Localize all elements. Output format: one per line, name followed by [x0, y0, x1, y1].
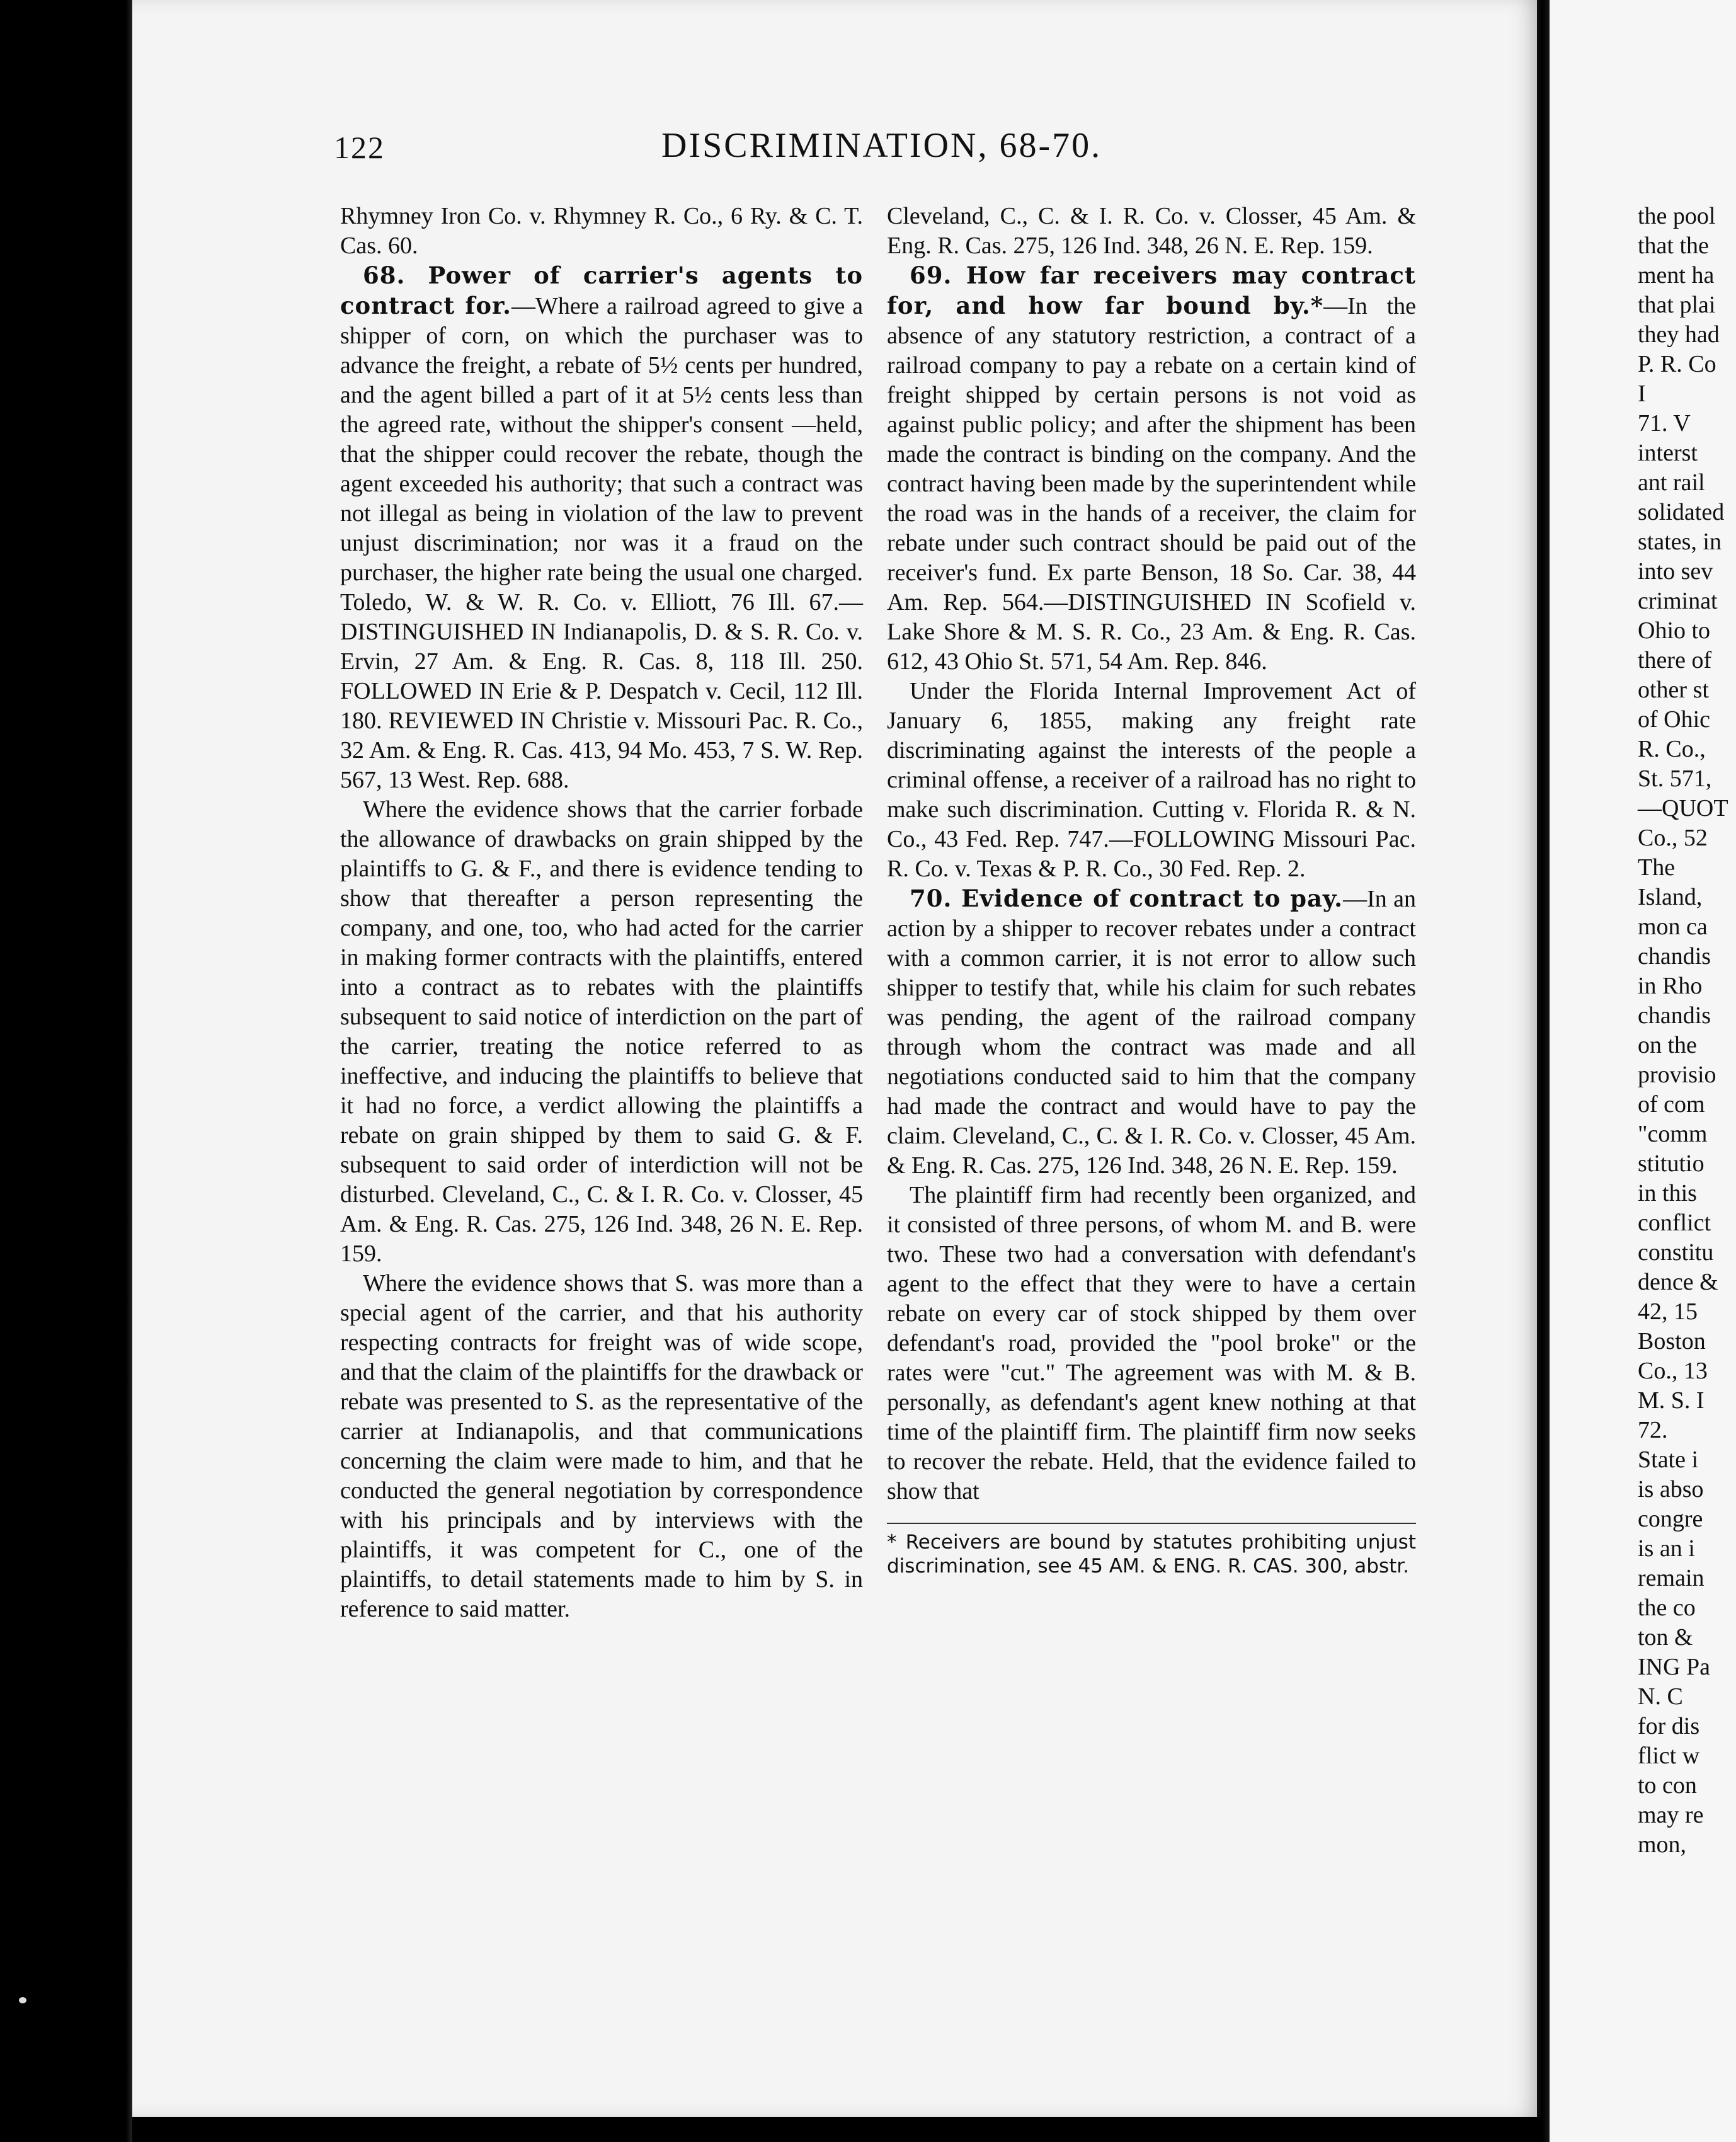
facing-page-line: N. C: [1638, 1683, 1683, 1710]
scan-speck: [19, 1997, 26, 2003]
facing-page-line: solidated: [1638, 499, 1725, 525]
facing-page-line: in Rho: [1638, 973, 1703, 999]
section-70-paragraph: [887, 884, 1416, 1181]
facing-page-line: provisio: [1638, 1062, 1716, 1088]
carryover-citation: Rhymney Iron Co. v. Rhymney R. Co., 6 Ry. & C. T. Cas. 60.: [340, 203, 863, 259]
section-70-title: 70. Evidence of contract to pay.: [910, 885, 1344, 912]
section-69-text: —In the absence of any statutory restriction, a contract of a railroad company to pay a rebate on a certain kind of freight shipped by certain persons is not void as against public policy; and after the shipment has been made the contract is binding on the company. And the contract having been made by the superintendent while the road was in the hands of a receiver, the claim for rebate under such contract should be paid out of the receiver's fund. Ex parte Benson, 18 So. Car. 38, 44 Am. Rep. 564.—DISTINGUISHED IN Scofield v. Lake Shore & M. S. R. Co., 23 Am. & Eng. R. Cas. 612, 43 Ohio St. 571, 54 Am. Rep. 846.: [887, 293, 1416, 675]
section-69-title: 69. How far receivers may contract for, and how far bound by.*: [887, 261, 1416, 319]
facing-page-line: ton &: [1638, 1624, 1693, 1651]
facing-page-line: ant rail: [1638, 469, 1705, 496]
facing-page-line: that the: [1638, 232, 1709, 259]
facing-page-line: criminat: [1638, 588, 1718, 614]
facing-page-line: for dis: [1638, 1713, 1700, 1739]
section-69-paragraph: [887, 261, 1416, 677]
facing-page-line: Co., 52: [1638, 825, 1708, 851]
facing-page-line: 42, 15: [1638, 1298, 1698, 1325]
facing-page-line: I: [1638, 381, 1646, 407]
scan-left-edge: [0, 0, 145, 2142]
facing-page-line: states, in: [1638, 529, 1722, 555]
facing-page-line: mon ca: [1638, 914, 1708, 940]
facing-page-line: ING Pa: [1638, 1654, 1711, 1680]
facing-page-line: dence &: [1638, 1269, 1718, 1295]
facing-page-line: chandis: [1638, 943, 1711, 970]
facing-page-line: St. 571,: [1638, 765, 1712, 792]
section-68-paragraph-2: Where the evidence shows that the carrier forbade the allowance of drawbacks on grain shipped by the plaintiffs to G. & F., and there is evidence tending to show that thereafter a person representing the company, and one, too, who had acted for the carrier in making former contracts with the plaintiffs, entered into a contract as to rebates with the plaintiffs subsequent to said notice of interdiction on the part of the carrier, treating the notice referred to as ineffective, and inducing the plaintiffs to believe that it had no force, a verdict allowing the plaintiffs a rebate on grain shipped by them to said G. & F. subsequent to said order of interdiction will not be disturbed. Cleveland, C., C. & I. R. Co. v. Closser, 45 Am. & Eng. R. Cas. 275, 126 Ind. 348, 26 N. E. Rep. 159.: [340, 796, 863, 1267]
facing-page-line: The: [1638, 854, 1676, 881]
facing-page-line: ment ha: [1638, 262, 1715, 289]
section-68-paragraph: [340, 261, 863, 795]
facing-page-line: Ohio to: [1638, 617, 1711, 644]
facing-page-line: there of: [1638, 647, 1712, 673]
facing-page-line: is an i: [1638, 1535, 1695, 1562]
running-head: DISCRIMINATION, 68-70.: [661, 126, 1102, 165]
middle-column: [887, 202, 1416, 1578]
facing-page-line: conflict: [1638, 1210, 1711, 1236]
facing-page-line: they had: [1638, 321, 1720, 348]
page-header: [334, 126, 1531, 167]
facing-page-line: State i: [1638, 1446, 1699, 1473]
section-68-paragraph-3: Where the evidence shows that S. was more than a special agent of the carrier, and that his authority respecting contracts for freight was of wide scope, and that the claim of the plaintiffs for the drawback or rebate was presented to S. as the representative of the carrier at Indianapolis, and that communications concerning the claim were made to him, and that he conducted the general negotiation by correspondence with his principals and by interviews with the plaintiffs, it was competent for C., one of the plaintiffs, to detail statements made to him by S. in reference to said matter.: [340, 1270, 863, 1622]
facing-page-line: into sev: [1638, 558, 1713, 585]
facing-page-line: 72.: [1638, 1417, 1668, 1443]
facing-page-line: is abso: [1638, 1476, 1704, 1503]
facing-page-line: P. R. Co: [1638, 351, 1716, 377]
facing-page-line: M. S. I: [1638, 1387, 1705, 1414]
facing-page-line: congre: [1638, 1506, 1703, 1532]
footnote: * Receivers are bound by statutes prohibiting unjust discrimination, see 45 AM. & ENG. R. CAS. 300, abstr.: [887, 1523, 1416, 1578]
facing-page-line: R. Co.,: [1638, 736, 1706, 762]
facing-page-line: constitu: [1638, 1239, 1714, 1266]
section-68-title: 68. Power of carrier's agents to contract for.: [340, 261, 863, 319]
facing-page-line: —QUOT: [1638, 795, 1728, 822]
facing-page-line: the pool: [1638, 203, 1716, 229]
facing-page-line: of Ohic: [1638, 706, 1711, 733]
facing-page-line: remain: [1638, 1565, 1705, 1591]
facing-page-line: other st: [1638, 677, 1709, 703]
facing-page-line: to con: [1638, 1772, 1697, 1799]
facing-page-line: Co., 13: [1638, 1358, 1708, 1384]
section-70-text: —In an action by a shipper to recover rebates under a contract with a common carrier, it is not error to allow such shipper to testify that, while his claim for such rebates was pending, the agent of the railroad company through whom the contract was made and all negotiations conducted said to him that the company had made the contract and would have to pay the claim. Cleveland, C., C. & I. R. Co. v. Closser, 45 Am. & Eng. R. Cas. 275, 126 Ind. 348, 26 N. E. Rep. 159.: [887, 886, 1417, 1179]
facing-page-line: flict w: [1638, 1743, 1700, 1769]
facing-page-line: 71. V: [1638, 410, 1691, 437]
facing-page-line: "comm: [1638, 1121, 1708, 1147]
facing-page-line: of com: [1638, 1091, 1705, 1118]
facing-page-line: Boston: [1638, 1328, 1706, 1354]
facing-page-line: interst: [1638, 440, 1698, 466]
facing-page-line: in this: [1638, 1180, 1697, 1206]
facing-page-line: the co: [1638, 1595, 1696, 1621]
section-70-paragraph-2: The plaintiff firm had recently been organized, and it consisted of three persons, of whom M. and B. were two. These two had a conversation with defendant's agent to the effect that they were to have a certain rebate on every car of stock shipped by them over defendant's road, provided the "pool broke" or the rates were "cut." The agreement was with M. & B. personally, as defendant's agent knew nothing at that time of the plaintiff firm. The plaintiff firm now seeks to recover the rebate. Held, that the evidence failed to show that: [887, 1182, 1416, 1504]
carryover-citation-middle: Cleveland, C., C. & I. R. Co. v. Closser, 45 Am. & Eng. R. Cas. 275, 126 Ind. 348, 26 N. E. Rep. 159.: [887, 203, 1416, 259]
facing-page-line: on the: [1638, 1032, 1697, 1058]
facing-page-line: may re: [1638, 1802, 1704, 1828]
section-69-paragraph-2: Under the Florida Internal Improvement Act of January 6, 1855, making any freight rate discriminating against the interests of the people a criminal offense, a receiver of a railroad has no right to make such discrimination. Cutting v. Florida R. & N. Co., 43 Fed. Rep. 747.—FOLLOWING Missouri Pac. R. Co. v. Texas & P. R. Co., 30 Fed. Rep. 2.: [887, 678, 1416, 882]
facing-page-column: [1638, 202, 1736, 1860]
facing-page-line: mon,: [1638, 1831, 1687, 1858]
section-68-text: —Where a railroad agreed to give a shipper of corn, on which the purchaser was to advance the freight, a rebate of 5½ cents per hundred, and the agent billed a part of it at 5½ cents less than the agreed rate, without the shipper's consent —held, that the shipper could recover the rebate, though the agent exceeded his authority; that such a contract was not illegal as being in violation of the law to prevent unjust discrimination; nor was it a fraud on the purchaser, the higher rate being the usual one charged. Toledo, W. & W. R. Co. v. Elliott, 76 Ill. 67.—DISTINGUISHED IN Indianapolis, D. & S. R. Co. v. Ervin, 27 Am. & Eng. R. Cas. 8, 118 Ill. 250. FOLLOWED IN Erie & P. Despatch v. Cecil, 112 Ill. 180. REVIEWED IN Christie v. Missouri Pac. R. Co., 32 Am. & Eng. R. Cas. 413, 94 Mo. 453, 7 S. W. Rep. 567, 13 West. Rep. 688.: [340, 293, 863, 793]
facing-page-line: chandis: [1638, 1002, 1711, 1029]
facing-page-line: that plai: [1638, 292, 1716, 318]
page-number: 122: [334, 130, 385, 165]
scan-bottom-edge: [132, 2117, 1543, 2142]
left-column: [340, 202, 863, 1624]
facing-page-line: stitutio: [1638, 1150, 1705, 1177]
facing-page-line: Island,: [1638, 884, 1703, 910]
